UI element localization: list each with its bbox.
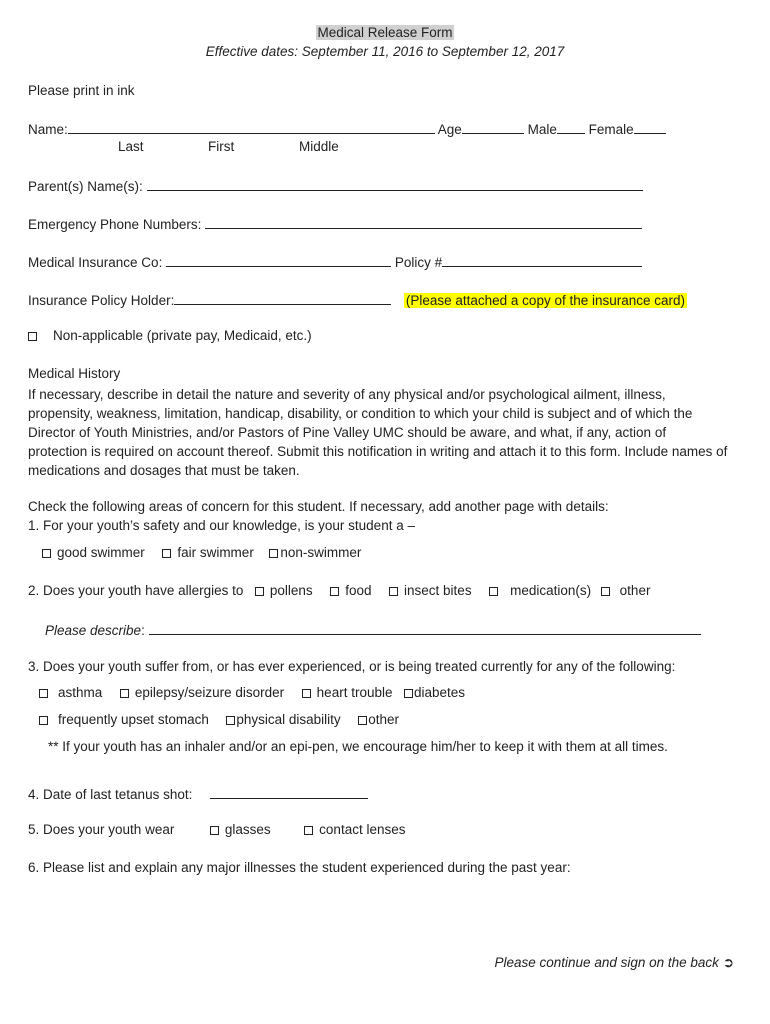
policy-label: Policy # xyxy=(394,255,443,270)
q1-text: 1. For your youth’s safety and our knowledge, is your student a – xyxy=(28,518,415,533)
pollens-checkbox[interactable] xyxy=(255,587,264,596)
non-applicable-checkbox[interactable] xyxy=(28,332,37,341)
pollens-label: pollens xyxy=(269,583,313,598)
age-field[interactable] xyxy=(462,120,524,134)
q2-text: 2. Does your youth have allergies to xyxy=(28,583,244,598)
heart-trouble-label: heart trouble xyxy=(316,685,393,700)
form-title: Medical Release Form xyxy=(317,25,453,40)
allergy-describe-row: Please describe: xyxy=(45,621,701,638)
q2-row xyxy=(28,583,650,598)
describe-label: Please describe xyxy=(45,623,142,638)
upset-stomach-label: frequently upset stomach xyxy=(58,712,209,727)
female-label: Female xyxy=(588,122,634,137)
good-swimmer-label: good swimmer xyxy=(57,545,145,560)
name-field[interactable] xyxy=(68,120,435,134)
end-date: September 12, 2017 xyxy=(441,44,565,59)
emergency-label: Emergency Phone Numbers: xyxy=(28,217,202,232)
start-date: September 11, 2016 xyxy=(301,44,424,59)
q3-row1 xyxy=(39,685,465,700)
non-applicable-row xyxy=(28,328,312,343)
insurance-card-note: (Please attached a copy of the insurance card) xyxy=(405,293,686,308)
allergy-describe-field[interactable] xyxy=(149,621,701,635)
heart-trouble-checkbox[interactable] xyxy=(302,689,311,698)
policy-holder-label: Insurance Policy Holder: xyxy=(28,293,175,308)
q4-text: 4. Date of last tetanus shot: xyxy=(28,787,193,802)
name-row xyxy=(28,120,666,137)
allergy-other-label: other xyxy=(619,583,651,598)
q6-text: 6. Please list and explain any major illnesses the student experienced during the past year: xyxy=(28,860,571,875)
condition-other-checkbox[interactable] xyxy=(358,716,367,725)
male-label: Male xyxy=(527,122,557,137)
female-field[interactable] xyxy=(634,120,666,134)
parents-label: Parent(s) Name(s): xyxy=(28,179,143,194)
glasses-checkbox[interactable] xyxy=(210,826,219,835)
insurance-co-label: Medical Insurance Co: xyxy=(28,255,163,270)
form-title-row xyxy=(0,25,770,40)
physical-disability-label: physical disability xyxy=(236,712,341,727)
non-swimmer-label: non-swimmer xyxy=(280,545,362,560)
parents-field[interactable] xyxy=(147,177,643,191)
policy-field[interactable] xyxy=(442,253,642,267)
continue-arrow-icon: ➲ xyxy=(722,955,734,970)
q5-text: 5. Does your youth wear xyxy=(28,822,175,837)
non-swimmer-checkbox[interactable] xyxy=(269,549,278,558)
contact-lenses-checkbox[interactable] xyxy=(304,826,313,835)
print-instructions: Please print in ink xyxy=(28,83,135,98)
good-swimmer-checkbox[interactable] xyxy=(42,549,51,558)
insect-bites-label: insect bites xyxy=(404,583,472,598)
effective-prefix: Effective dates: xyxy=(205,44,302,59)
q4-row xyxy=(28,785,368,802)
concern-heading: Check the following areas of concern for this student. If necessary, add another page with details: xyxy=(28,499,609,514)
emergency-field[interactable] xyxy=(205,215,642,229)
name-sublabel-last: Last xyxy=(118,139,144,154)
inhaler-note: ** If your youth has an inhaler and/or an epi-pen, we encourage him/her to keep it with them at all times. xyxy=(48,739,668,754)
diabetes-checkbox[interactable] xyxy=(404,689,413,698)
condition-other-label: other xyxy=(368,712,399,727)
glasses-label: glasses xyxy=(224,822,271,837)
male-field[interactable] xyxy=(557,120,585,134)
name-sublabel-first: First xyxy=(208,139,235,154)
q1-options xyxy=(42,545,361,560)
fair-swimmer-checkbox[interactable] xyxy=(162,549,171,558)
asthma-label: asthma xyxy=(58,685,103,700)
asthma-checkbox[interactable] xyxy=(39,689,48,698)
insurance-row xyxy=(28,253,642,270)
name-label: Name: xyxy=(28,122,68,137)
medical-history-body: If necessary, describe in detail the nature and severity of any physical and/or psychological ailment, illness, propensity, weakness, limitation, handicap, disability, or condition to which your child is subject and of which the Director of Youth Ministries, and/or Pastors of Pine Valley UMC should be aware, and what, if any, action of protection is required on account thereof. Submit this notification in writing and attach it to this form. Include names of medications and dosages that must be taken. xyxy=(28,387,728,478)
name-sublabel-middle: Middle xyxy=(299,139,339,154)
epilepsy-label: epilepsy/seizure disorder xyxy=(134,685,285,700)
to-word: to xyxy=(423,44,442,59)
continue-text: Please continue and sign on the back xyxy=(494,955,719,970)
policy-holder-field[interactable] xyxy=(174,291,391,305)
non-applicable-label: Non-applicable (private pay, Medicaid, etc.) xyxy=(53,328,312,343)
tetanus-date-field[interactable] xyxy=(210,785,368,799)
q5-row xyxy=(28,822,405,837)
allergy-other-checkbox[interactable] xyxy=(601,587,610,596)
q3-text: 3. Does your youth suffer from, or has ever experienced, or is being treated currently for any of the following: xyxy=(28,659,676,674)
insect-bites-checkbox[interactable] xyxy=(389,587,398,596)
food-checkbox[interactable] xyxy=(330,587,339,596)
age-label: Age xyxy=(437,122,462,137)
medication-label: medication(s) xyxy=(510,583,592,598)
diabetes-label: diabetes xyxy=(414,685,466,700)
food-label: food xyxy=(345,583,372,598)
medication-checkbox[interactable] xyxy=(489,587,498,596)
policy-holder-row xyxy=(28,291,687,308)
fair-swimmer-label: fair swimmer xyxy=(177,545,254,560)
contact-lenses-label: contact lenses xyxy=(319,822,406,837)
parents-row xyxy=(28,177,643,194)
emergency-row xyxy=(28,215,642,232)
q3-row2 xyxy=(39,712,399,727)
physical-disability-checkbox[interactable] xyxy=(226,716,235,725)
medical-history-heading: Medical History xyxy=(28,366,121,381)
epilepsy-checkbox[interactable] xyxy=(120,689,129,698)
upset-stomach-checkbox[interactable] xyxy=(39,716,48,725)
insurance-co-field[interactable] xyxy=(166,253,391,267)
effective-dates xyxy=(0,44,770,59)
continue-note xyxy=(495,955,735,971)
